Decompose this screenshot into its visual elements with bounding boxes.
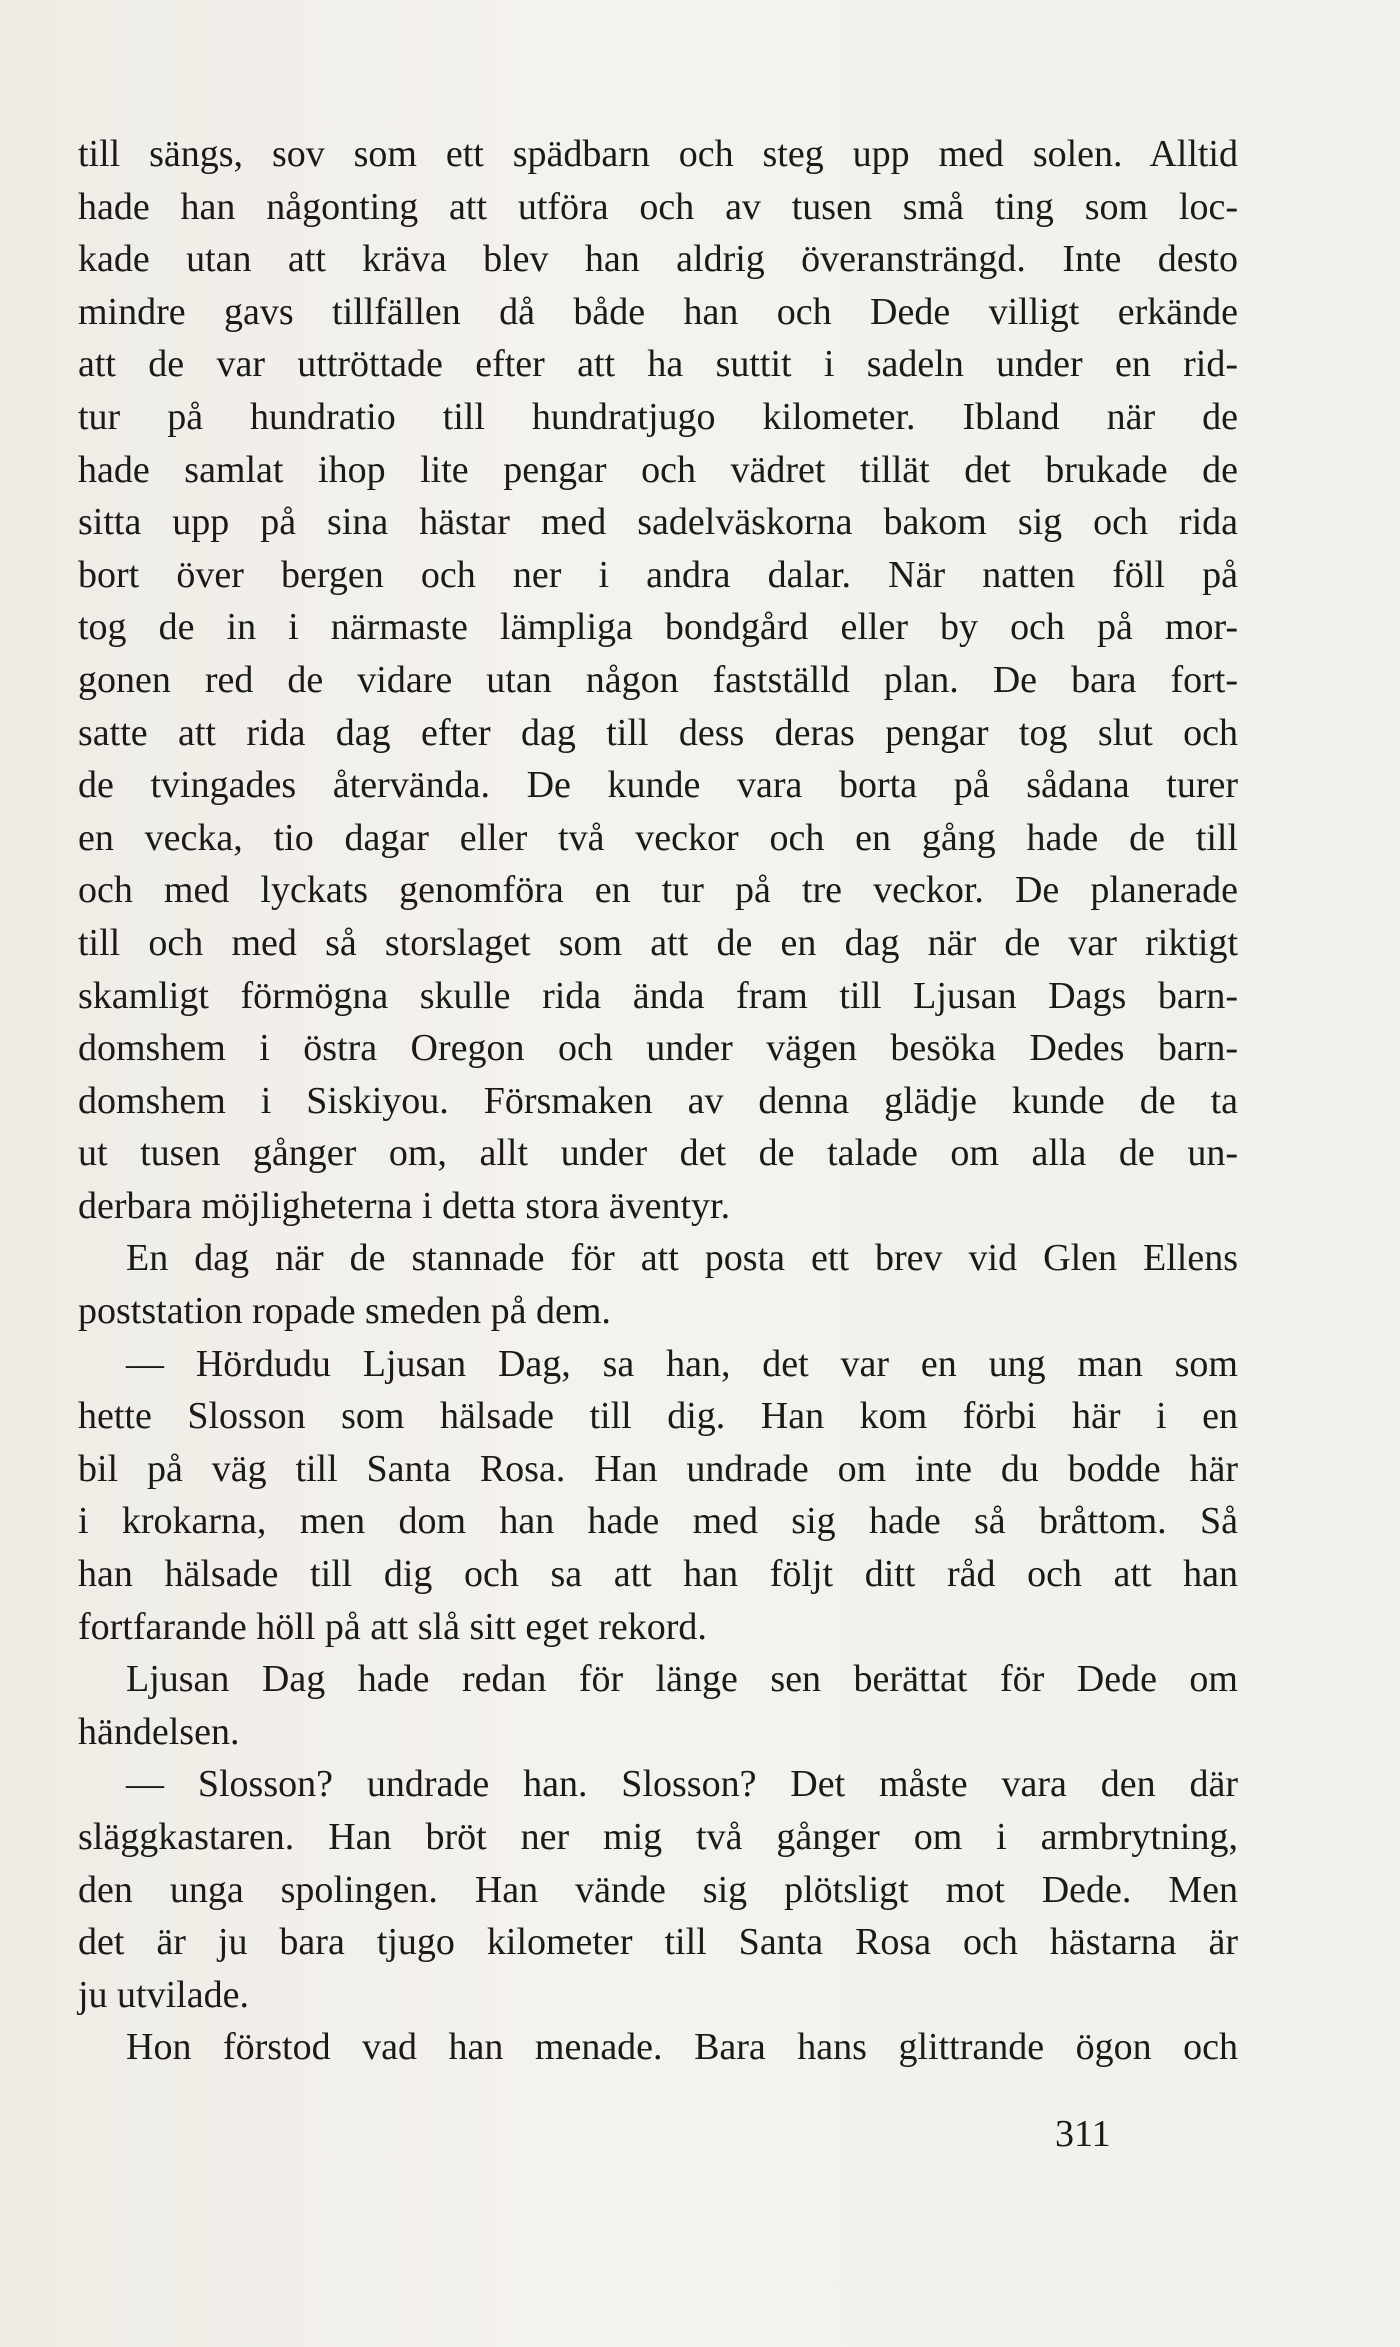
text-line: han hälsade till dig och sa att han följt ditt råd och att han	[78, 1553, 1238, 1596]
text-line: tur på hundratio till hundratjugo kilometer. Ibland när de	[78, 395, 1238, 438]
text-line: En dag när de stannade för att posta ett brev vid Glen Ellens	[126, 1237, 1238, 1280]
text-line: till och med så storslaget som att de en dag när de var riktigt	[78, 921, 1238, 964]
text-line: gonen red de vidare utan någon fastställd plan. De bara fort-	[78, 658, 1238, 701]
text-line: bil på väg till Santa Rosa. Han undrade om inte du bodde här	[78, 1447, 1238, 1490]
text-line: domshem i Siskiyou. Försmaken av denna glädje kunde de ta	[78, 1079, 1238, 1122]
text-line: hade han någonting att utföra och av tusen små ting som loc-	[78, 185, 1238, 228]
text-line: en vecka, tio dagar eller två veckor och en gång hade de till	[78, 816, 1238, 859]
text-line: den unga spolingen. Han vände sig plötsligt mot Dede. Men	[78, 1868, 1238, 1911]
text-line: — Hördudu Ljusan Dag, sa han, det var en ung man som	[126, 1342, 1238, 1385]
text-line: Ljusan Dag hade redan för länge sen berättat för Dede om	[126, 1658, 1238, 1701]
text-line: poststation ropade smeden på dem.	[78, 1290, 611, 1333]
text-line: det är ju bara tjugo kilometer till Santa Rosa och hästarna är	[78, 1921, 1238, 1964]
text-line: Hon förstod vad han menade. Bara hans glittrande ögon och	[126, 2026, 1238, 2069]
text-line: hette Slosson som hälsade till dig. Han kom förbi här i en	[78, 1395, 1238, 1438]
text-line: kade utan att kräva blev han aldrig överansträngd. Inte desto	[78, 238, 1238, 281]
text-line: i krokarna, men dom han hade med sig hade så bråttom. Så	[78, 1500, 1238, 1543]
text-line: tog de in i närmaste lämpliga bondgård eller by och på mor-	[78, 606, 1238, 649]
text-line: de tvingades återvända. De kunde vara borta på sådana turer	[78, 764, 1238, 807]
body-text	[78, 128, 1238, 2074]
text-line: domshem i östra Oregon och under vägen besöka Dedes barn-	[78, 1027, 1238, 1070]
text-line: och med lyckats genomföra en tur på tre veckor. De planerade	[78, 869, 1238, 912]
text-line: ut tusen gånger om, allt under det de talade om alla de un-	[78, 1132, 1238, 1175]
text-line: derbara möjligheterna i detta stora äventyr.	[78, 1184, 731, 1227]
text-line: — Slosson? undrade han. Slosson? Det måste vara den där	[126, 1763, 1238, 1806]
text-line: till sängs, sov som ett spädbarn och steg upp med solen. Alltid	[78, 133, 1238, 175]
text-line: sitta upp på sina hästar med sadelväskorna bakom sig och rida	[78, 501, 1238, 544]
text-line: släggkastaren. Han bröt ner mig två gånger om i armbrytning,	[78, 1816, 1238, 1858]
text-line: bort över bergen och ner i andra dalar. När natten föll på	[78, 553, 1238, 596]
text-line: fortfarande höll på att slå sitt eget rekord.	[78, 1605, 707, 1648]
page-number: 311	[1055, 2113, 1111, 2155]
text-line: hade samlat ihop lite pengar och vädret tillät det brukade de	[78, 448, 1238, 491]
text-line: satte att rida dag efter dag till dess deras pengar tog slut och	[78, 711, 1238, 754]
text-line: ju utvilade.	[78, 1973, 249, 2016]
text-line: att de var uttröttade efter att ha suttit i sadeln under en rid-	[78, 343, 1238, 386]
text-line: händelsen.	[78, 1710, 240, 1753]
text-line: skamligt förmögna skulle rida ända fram till Ljusan Dags barn-	[78, 974, 1238, 1017]
text-line: mindre gavs tillfällen då både han och Dede villigt erkände	[78, 290, 1238, 333]
